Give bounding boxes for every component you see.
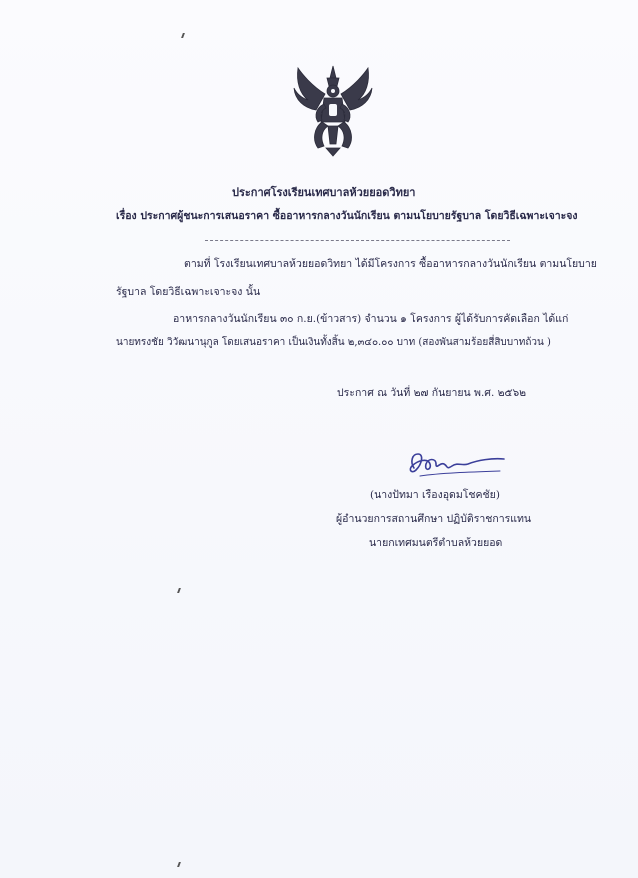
scan-mark xyxy=(181,33,185,38)
document-subject: เรื่อง ประกาศผู้ชนะการเสนอราคา ซื้ออาหารกลางวันนักเรียน ตามนโยบายรัฐบาล โดยวิธีเฉพาะเจาะจง xyxy=(116,210,578,222)
handwritten-signature xyxy=(400,446,510,480)
scan-mark xyxy=(177,862,181,867)
signatory-position-line-2: นายกเทศมนตรีตำบลห้วยยอด xyxy=(369,537,503,549)
signatory-position-line-1: ผู้อำนวยการสถานศึกษา ปฏิบัติราชการแทน xyxy=(336,513,532,525)
body-paragraph-2-line-1: อาหารกลางวันนักเรียน ๓๐ ก.ย.(ข้าวสาร) จำนวน ๑ โครงการ ผู้ได้รับการคัดเลือก ได้แก่ xyxy=(173,313,569,325)
signatory-name: (นางปัทมา เรืองอุดมโชคชัย) xyxy=(370,489,500,501)
document-title: ประกาศโรงเรียนเทศบาลห้วยยอดวิทยา xyxy=(232,186,416,199)
body-paragraph-2-line-2: นายทรงชัย วิวัฒนานุกูล โดยเสนอราคา เป็นเงินทั้งสิ้น ๒,๓๔๐.๐๐ บาท (สองพันสามร้อยสี่สิบบาทถ้วน ) xyxy=(116,337,551,348)
garuda-emblem-icon xyxy=(292,64,374,158)
header-divider xyxy=(205,240,510,241)
scan-mark xyxy=(177,588,181,593)
body-paragraph-1-line-2: รัฐบาล โดยวิธีเฉพาะเจาะจง นั้น xyxy=(116,286,261,298)
body-paragraph-1-line-1: ตามที่ โรงเรียนเทศบาลห้วยยอดวิทยา ได้มีโครงการ ซื้ออาหารกลางวันนักเรียน ตามนโยบาย xyxy=(184,258,597,270)
announcement-date: ประกาศ ณ วันที่ ๒๗ กันยายน พ.ศ. ๒๕๖๒ xyxy=(337,387,527,399)
